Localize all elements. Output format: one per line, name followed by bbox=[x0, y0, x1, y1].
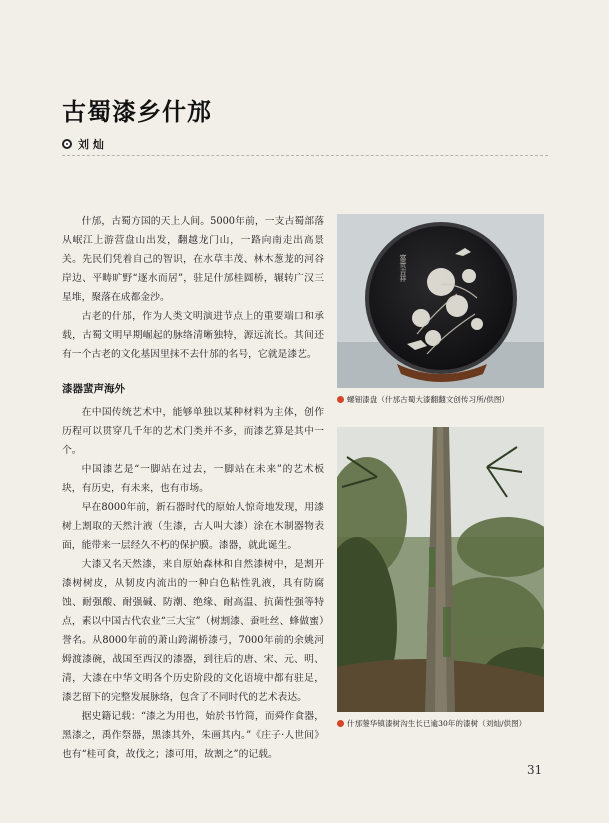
caption-bullet-icon bbox=[337, 396, 344, 403]
paragraph: 在中国传统艺术中，能够单独以某种材料为主体，创作历程可以贯穿几千年的艺术门类并不多，而漆艺算是其中一个。 bbox=[62, 407, 324, 456]
caption-bullet-icon bbox=[337, 720, 344, 727]
paragraph: 古老的什邡，作为人类文明演进节点上的重要端口和承载，古蜀文明早期崛起的脉络清晰独特，源远流长。其间还有一个古老的文化基因里抹不去什邡的名号，它就是漆艺。 bbox=[62, 311, 324, 360]
photo1-caption: 螺钿漆盘（什邡古蜀大漆翻翻文创传习所/供图） bbox=[337, 394, 551, 405]
photo2-caption: 什邡蓥华镇漆树沟生长已逾30年的漆树（刘灿/供图） bbox=[337, 718, 551, 729]
section-heading: 漆器蜚声海外 bbox=[62, 383, 125, 395]
paragraph: 中国漆艺是“一脚站在过去，一脚站在未来”的艺术板块，有历史，有未来，也有市场。 bbox=[62, 464, 324, 494]
byline-bullet-icon bbox=[62, 139, 72, 149]
byline bbox=[62, 136, 104, 152]
paragraph: 据史籍记载：“漆之为用也，始於书竹简，而舜作食器，黑漆之，禹作祭器，黑漆其外，朱画其内。”《庄子·人世间》也有“桂可食，故伐之；漆可用，故割之”的记载。 bbox=[62, 711, 324, 760]
article-body bbox=[62, 212, 324, 764]
paragraph: 大漆又名天然漆，来自原始森林和自然漆树中，是割开漆树树皮，从韧皮内流出的一种白色粘性乳液，具有防腐蚀、耐强酸、耐强碱、防潮、绝缘、耐高温、抗菌性强等特点，素以中国古代农业“三大宝”（树割漆、蚕吐丝、蜂做蜜）誉名。从8000年前的萧山跨湖桥漆弓，7000年前的余姚河姆渡漆碗，战国至西汉的漆器，到往后的唐、宋、元、明、清，大漆在中华文明各个历史阶段的文化语境中都有驻足，漆艺留下的完整发展脉络，包含了不同时代的艺术表达。 bbox=[62, 559, 324, 703]
paragraph: 早在8000年前，新石器时代的原始人惊奇地发现，用漆树上割取的天然汁液（生漆，古人叫大漆）涂在木制器物表面，能带来一层经久不朽的保护膜。漆器，就此诞生。 bbox=[62, 502, 324, 551]
author-name: 刘 灿 bbox=[78, 138, 104, 151]
page-number: 31 bbox=[527, 763, 543, 777]
paragraph: 什邡，古蜀方国的天上人间。5000年前，一支古蜀部落从岷江上游营盘山出发，翻越龙门山，一路向南走出高景关。先民们凭着自己的智识，在水草丰茂、林木葱茏的河谷岸边、平畴旷野“逐水而居”，驻足什邡桂圆桥，辗转广汉三星堆，聚落在成都金沙。 bbox=[62, 216, 324, 303]
svg-text:富贵吉祥: 富贵吉祥 bbox=[399, 254, 407, 282]
lacquer-plate-photo bbox=[337, 214, 544, 388]
page-title: 古蜀漆乡什邡 bbox=[62, 98, 212, 126]
plate-calligraphy bbox=[399, 253, 408, 283]
title-divider bbox=[62, 155, 548, 156]
lacquer-tree-photo bbox=[337, 427, 544, 712]
